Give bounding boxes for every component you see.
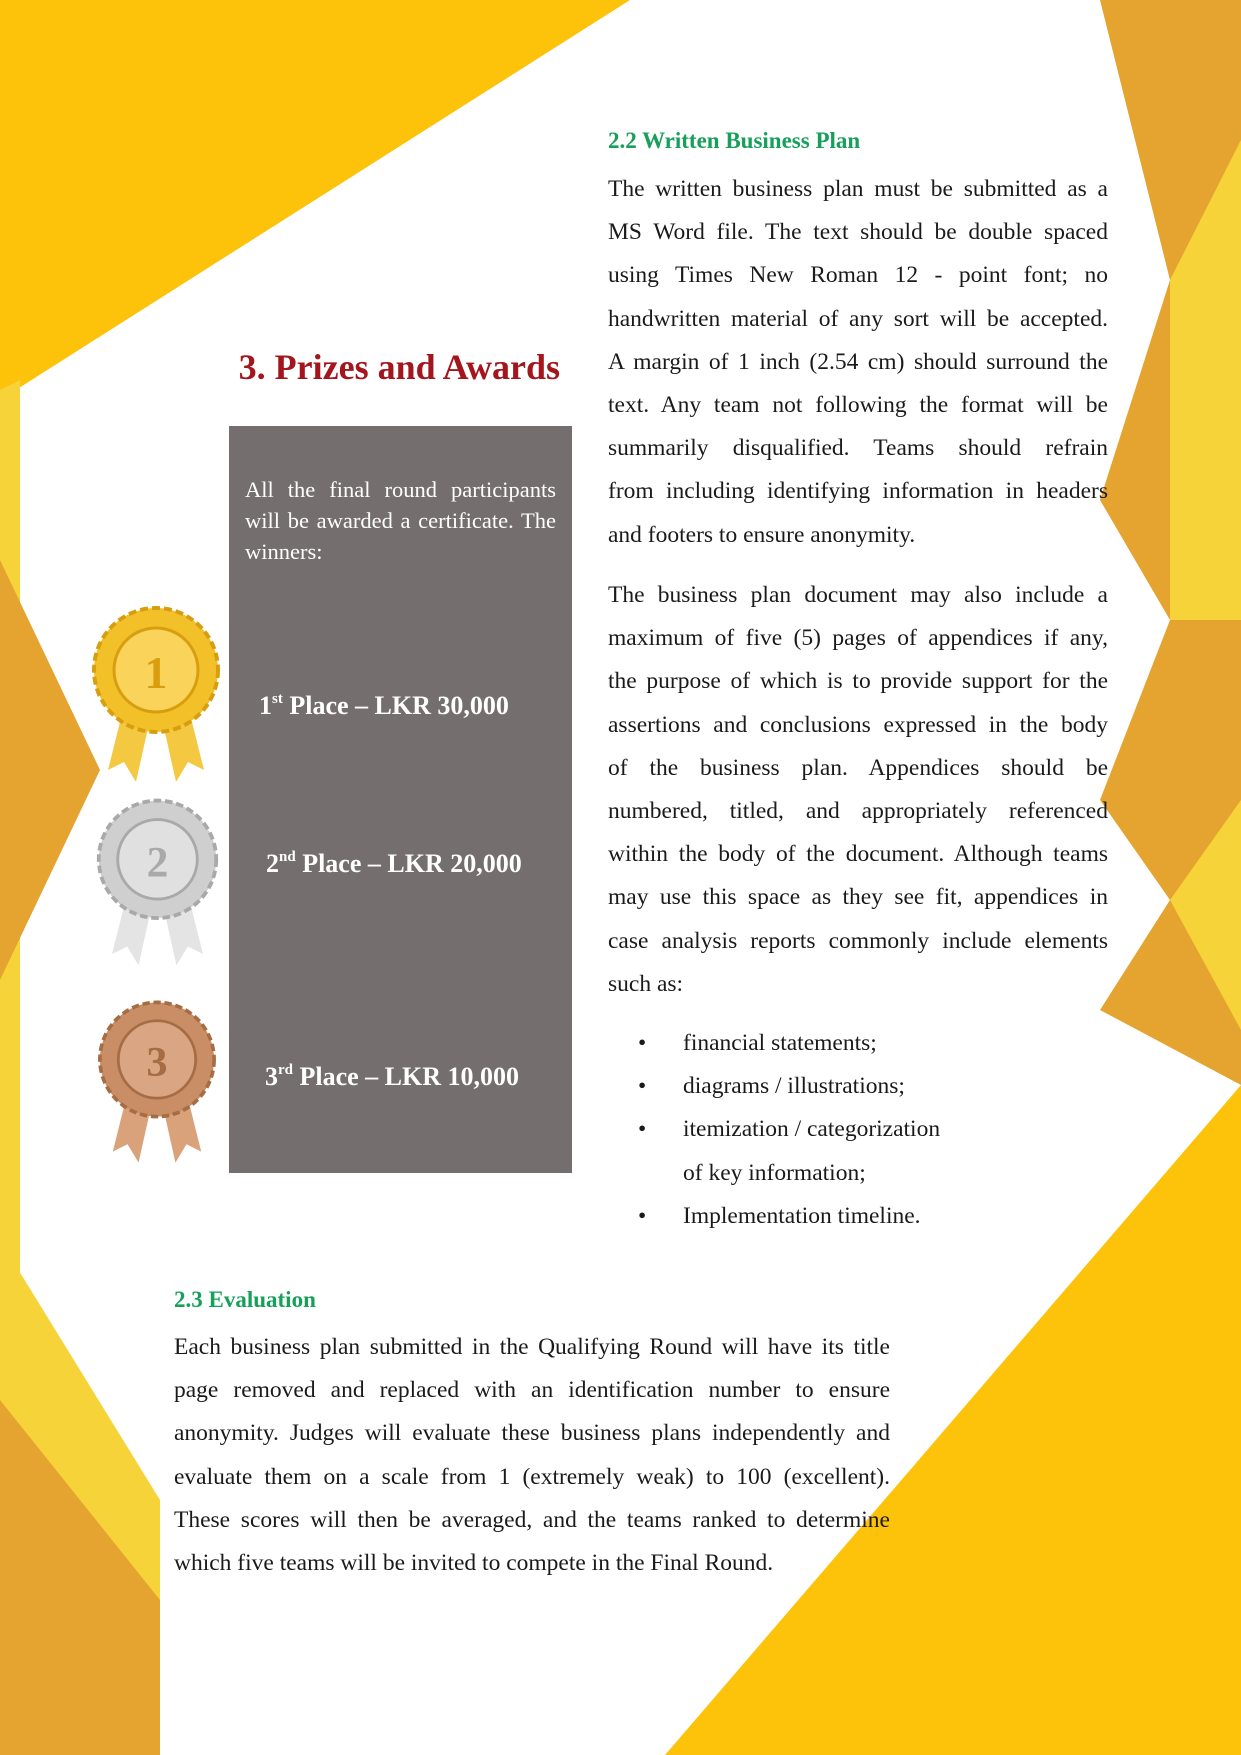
place-prize-text: Place – LKR 20,000 (295, 849, 522, 878)
place-suffix: nd (279, 849, 296, 865)
first-place-prize (259, 691, 509, 721)
list-item-text: diagrams / illustrations; (683, 1073, 905, 1100)
second-place-prize (266, 849, 522, 879)
place-number: 3 (265, 1062, 278, 1091)
place-suffix: st (272, 691, 283, 707)
place-suffix: rd (278, 1062, 293, 1078)
paragraph-line: The business plan document may also include a (608, 582, 1108, 608)
paragraph-line: assertions and conclusions expressed in the body (608, 711, 1108, 738)
paragraph-line: text. Any team not following the format will be (608, 392, 1108, 419)
svg-text:2: 2 (146, 838, 169, 887)
paragraph-line: of the business plan. Appendices should be (608, 754, 1108, 781)
paragraph-line: from including identifying information in headers (608, 478, 1108, 505)
evaluation-paragraph (174, 1326, 890, 1585)
svg-text:1: 1 (144, 647, 168, 698)
paragraph-line: using Times New Roman 12 - point font; no (608, 262, 1108, 289)
prizes-intro-text: All the final round participants will be awarded a certificate. The winners: (245, 477, 556, 564)
section-heading-evaluation: 2.3 Evaluation (174, 1287, 316, 1312)
paragraph-line: such as: (608, 970, 684, 997)
bronze-medal-icon (92, 995, 222, 1170)
written-plan-paragraph-1 (608, 168, 1108, 557)
place-prize-text: Place – LKR 10,000 (293, 1062, 520, 1091)
list-item (638, 1108, 1038, 1194)
paragraph-line: These scores will then be averaged, and the teams ranked to determine (174, 1506, 890, 1533)
list-item (638, 1195, 1038, 1238)
paragraph-line: page removed and replaced with an identification number to ensure (174, 1377, 890, 1404)
place-prize-text: Place – LKR 30,000 (282, 691, 509, 720)
place-number: 1 (259, 691, 272, 720)
paragraph-line: MS Word file. The text should be double spaced (608, 219, 1108, 246)
silver-medal-icon (90, 793, 225, 973)
paragraph-line: and footers to ensure anonymity. (608, 521, 916, 548)
list-item-text: itemization / categorization (683, 1116, 941, 1143)
paragraph-line: Each business plan submitted in the Qualifying Round will have its title (174, 1334, 890, 1360)
paragraph-line: which five teams will be invited to compete in the Final Round. (174, 1550, 774, 1577)
list-item (638, 1022, 1038, 1065)
paragraph-line: numbered, titled, and appropriately referenced (608, 798, 1108, 825)
appendix-elements-list (638, 1022, 1038, 1238)
paragraph-line: summarily disqualified. Teams should refrain (608, 435, 1108, 462)
paragraph-line: the purpose of which is to provide support for the (608, 668, 1108, 695)
place-number: 2 (266, 849, 279, 878)
prizes-panel (229, 426, 572, 1173)
paragraph-line: case analysis reports commonly include elements (608, 927, 1108, 954)
paragraph-line: within the body of the document. Although teams (608, 841, 1108, 868)
written-plan-paragraph-2 (608, 574, 1108, 1006)
prizes-section-title: 3. Prizes and Awards (238, 347, 560, 387)
paragraph-line: The written business plan must be submitted as a (608, 176, 1108, 202)
paragraph-line: anonymity. Judges will evaluate these business plans independently and (174, 1420, 890, 1447)
paragraph-line: evaluate them on a scale from 1 (extremely weak) to 100 (excellent). (174, 1463, 890, 1490)
gold-medal-icon (86, 600, 226, 790)
list-item (638, 1065, 1038, 1108)
third-place-prize (265, 1062, 519, 1092)
list-item-text-continuation: of key information; (683, 1159, 866, 1186)
paragraph-line: maximum of five (5) pages of appendices if any, (608, 625, 1108, 652)
paragraph-line: A margin of 1 inch (2.54 cm) should surround the (608, 348, 1108, 375)
list-item-text: financial statements; (683, 1030, 877, 1056)
svg-text:3: 3 (146, 1039, 168, 1087)
list-item-text: Implementation timeline. (683, 1202, 921, 1229)
section-heading-written-business-plan: 2.2 Written Business Plan (608, 128, 861, 153)
paragraph-line: may use this space as they see fit, appendices in (608, 884, 1108, 911)
paragraph-line: handwritten material of any sort will be accepted. (608, 305, 1108, 332)
